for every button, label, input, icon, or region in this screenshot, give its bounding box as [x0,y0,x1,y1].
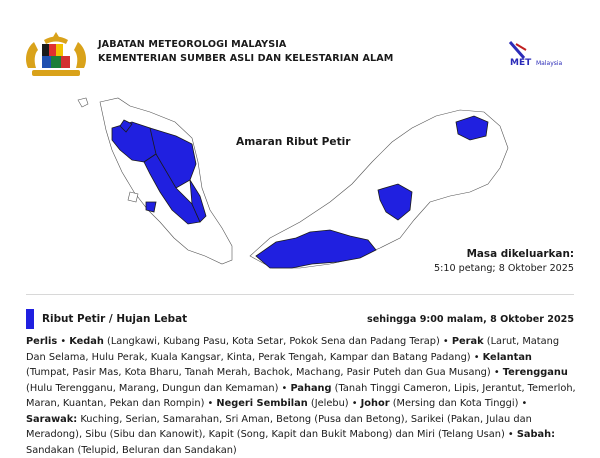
state-name: Kelantan [482,351,532,363]
state-areas: (Langkawi, Kubang Pasu, Kota Setar, Pokok Sena dan Padang Terap) [107,336,440,347]
logo-country-text: Malaysia [536,60,563,67]
state-name: Kedah [69,336,104,347]
map-title: Amaran Ribut Petir [236,136,351,148]
warning-map [0,92,600,292]
state-name: Johor [360,398,390,409]
state-name: Perlis [26,336,58,347]
state-name: Perak [451,336,484,347]
header [0,0,600,90]
state-areas: (Tanah Tinggi Cameron, Lipis, Jerantut, Temerloh, Maran, Kuantan, Pekan dan Rompin) [26,382,576,409]
logo-met-text: MET [510,58,532,68]
agency-line-1: JABATAN METEOROLOGI MALAYSIA [98,39,287,50]
issued-label: Masa dikeluarkan: [466,248,574,260]
met-malaysia-logo-icon [506,40,574,68]
divider [26,294,574,295]
warning-color-swatch [26,309,34,329]
state-name: Pahang [290,382,332,394]
state-areas: Sandakan (Telupid, Beluran dan Sandakan) [26,444,237,456]
state-name: Sarawak: [26,413,78,425]
state-areas: (Larut, Matang Dan Selama, Hulu Perak, Kuala Kangsar, Kinta, Perak Tengah, Kampar dan Batang Padang) [26,336,560,363]
state-areas: (Tumpat, Pasir Mas, Kota Bharu, Tanah Merah, Bachok, Machang, Pasir Puteh dan Gua Musang) [26,367,491,378]
warning-title: Ribut Petir / Hujan Lebat [42,313,188,325]
state-areas: Kuching, Serian, Samarahan, Sri Aman, Betong (Pusa dan Betong), Sarikei (Pakan, Julau dan Meradong), Sibu (Sibu dan Kanowit), Kapit (Song, Kapit dan Bukit Mabong) dan Miri (Telang Usan) [26,413,532,440]
warning-valid-until: sehingga 9:00 malam, 8 Oktober 2025 [366,314,574,325]
issued-time: 5:10 petang; 8 Oktober 2025 [434,263,574,274]
warning-areas-text: Perlis • Kedah (Langkawi, Kubang Pasu, Kota Setar, Pokok Sena dan Padang Terap) • Perak (Larut, Matang Dan Selama, Hulu Perak, Kuala Kangsar, Kinta, Perak Tengah, Kampar dan Batang Padang) • Kelantan (Tumpat, Pasir Mas, Kota Bharu, Tanah Merah, Bachok, Machang, Pasir Puteh dan Gua Musang) • Terengganu (Hulu Terengganu, Marang, Dungun dan Kemaman) • Pahang (Tanah Tinggi Cameron, Lipis, Jerantut, Temerloh, Maran, Kuantan, Pekan dan Rompin) • Negeri Sembilan (Jelebu) • Johor (Mersing dan Kota Tinggi) • Sarawak: Kuching, Serian, Samarahan, Sri Aman, Betong (Pusa dan Betong), Sarikei (Pakan, Julau dan Meradong), Sibu (Sibu dan Kanowit), Kapit (Song, Kapit dan Bukit Mabong) dan Miri (Telang Usan) • Sabah: Sandakan (Telupid, Beluran dan Sandakan) [26,336,576,456]
agency-name [98,38,393,66]
state-name: Negeri Sembilan [216,398,308,409]
malaysia-coat-of-arms-icon [22,30,90,78]
state-name: Terengganu [502,367,568,378]
agency-line-2: KEMENTERIAN SUMBER ASLI DAN KELESTARIAN ALAM [98,53,394,64]
state-areas: (Hulu Terengganu, Marang, Dungun dan Kemaman) [26,382,279,394]
warning-section-header [26,309,574,329]
state-areas: (Jelebu) [310,398,349,409]
state-areas: (Mersing dan Kota Tinggi) [392,398,519,409]
state-name: Sabah: [516,429,556,440]
